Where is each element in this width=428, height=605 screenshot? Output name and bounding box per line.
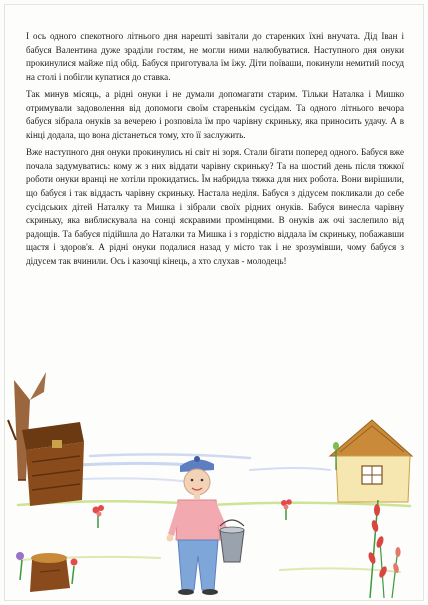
cottage-roof <box>330 420 412 456</box>
flower-bottom-left <box>16 552 78 584</box>
sky-strokes <box>40 454 330 482</box>
story-paragraph-1: І ось одного спекотного літнього дня нарешті завітали до старенких їхні внучата. Дід Іван і бабуся Валентина дуже зраділи гостям, не могли ними налюбуватися. Наступного дня онуки прокинулися майже під обід. Бабуся приготувала їм їжу. Діти поїваши, покинули немитий посуд на столі і побігли купатися до ставка. <box>26 31 404 82</box>
boy-cap <box>180 459 214 472</box>
sky-stroke <box>60 478 190 482</box>
boy-head <box>184 469 210 495</box>
tree-stump <box>30 553 70 592</box>
boy-arm-right <box>212 502 228 534</box>
story-text <box>26 30 404 272</box>
bucket <box>220 520 244 562</box>
boy-arm-left <box>168 502 182 536</box>
sky-stroke <box>40 463 210 468</box>
cottage-window <box>362 466 382 484</box>
grass-stroke <box>280 568 400 572</box>
flower-middle <box>281 499 292 520</box>
tree-trunk <box>8 372 46 480</box>
green-sprout <box>333 442 339 470</box>
grass-stroke <box>20 557 160 560</box>
cottage-wall <box>336 456 410 502</box>
sky-stroke <box>250 468 330 470</box>
cottage <box>330 420 412 502</box>
boy-pants <box>178 540 218 590</box>
boy-figure <box>167 456 245 595</box>
grass-strokes <box>18 501 410 572</box>
wooden-box <box>22 422 84 506</box>
flower-left <box>93 505 105 528</box>
story-paragraph-2: Так минув місяць, а рідні онуки і не думали допомагати старим. Тільки Наталка і Мишко отримували задоволення від допомоги своїм старенькім сусідам. Та одного літнього вечора бабуся зібрала онуків за вечерею і розповіла їм про чарівну скриньку, яка приносить удачу. А в кінці додала, що вона дістанеться тому, хто її заслужить. <box>26 89 404 140</box>
sky-stroke <box>90 454 250 458</box>
boy-shirt <box>176 500 220 540</box>
story-paragraph-3: Вже наступного дня онуки прокинулись ні світ ні зоря. Стали бігати поперед одного. Бабуся вже почала задумуватись: кому ж з них віддати чарівну скриньку? Та на шостий день після тяжкої роботи онуки вранці не хотіли прокидатись. Їм набридла тяжка для них робота. Вони вирішили, що бабуся і так віддасть чарівну скриньку. Настала неділя. Бабуся з дідусем покликали до себе сусідських дітей Наталку та Мишка і зібрали своїх рідних онуків. Бабуся винесла чарівну скриньку, яка виблискувала на сонці яскравими промінцями. В онуків аж очі заслепило від радощів. Та бабуся підійшла до Наталки та Мишка і з гордістю віддала їм скриньку, побажавши щастя і здоров'я. А рідні онуки подалися назад у місто так і не зрозумівши, чому бабуся з дідусем так вчинили. Ось і казочці кінець, а хто слухав - молодець! <box>26 147 404 266</box>
grass-stroke <box>210 503 410 506</box>
grass-stroke <box>18 501 200 505</box>
reed-plants <box>367 500 400 598</box>
